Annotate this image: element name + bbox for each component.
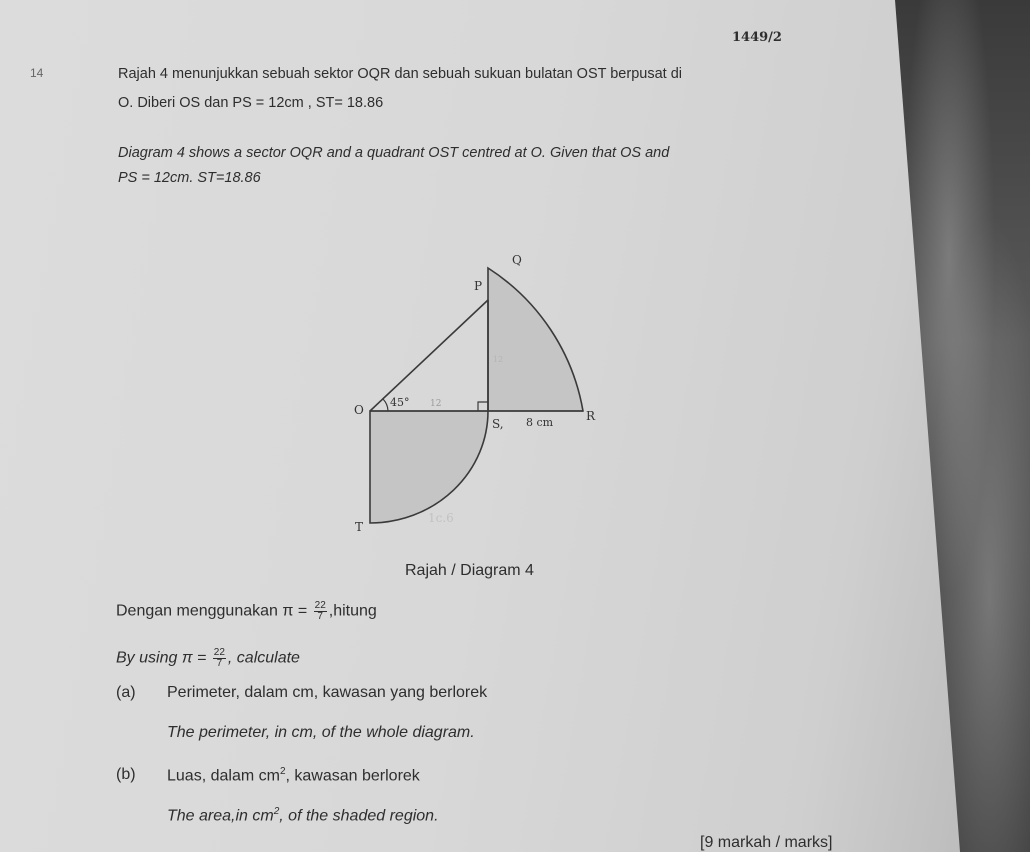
pi-fraction-english xyxy=(213,648,226,669)
faint-mark-1: 12 xyxy=(430,399,442,409)
part-b-english xyxy=(167,806,439,825)
label-r: R xyxy=(586,409,596,423)
label-t: T xyxy=(355,520,364,534)
faint-mark-2: 12 xyxy=(493,355,504,364)
part-b-label: (b) xyxy=(116,766,136,783)
intro-english-line-2: PS = 12cm. ST=18.86 xyxy=(118,170,261,186)
label-q: Q xyxy=(512,253,522,267)
page-code: 1449/2 xyxy=(732,30,782,45)
part-a-english: The perimeter, in cm, of the whole diagram. xyxy=(167,724,475,741)
superscript-2: 2 xyxy=(279,766,286,777)
question-number: 14 xyxy=(30,66,44,80)
label-p: P xyxy=(474,279,483,293)
part-b-malay-post: , kawasan berlorek xyxy=(285,767,420,785)
part-a-malay: Perimeter, dalam cm, kawasan yang berlorek xyxy=(167,684,488,701)
shaded-sector-region xyxy=(488,268,583,411)
using-malay-pre: Dengan menggunakan π = xyxy=(116,602,308,620)
intro-malay-line-1: Rajah 4 menunjukkan sebuah sektor OQR dan sebuah sukuan bulatan OST berpusat di xyxy=(118,66,682,82)
using-english-pre: By using π = xyxy=(116,649,207,667)
part-b-malay-pre: Luas, dalam cm xyxy=(167,767,280,785)
label-o: O xyxy=(354,403,364,417)
using-malay-line xyxy=(116,601,377,622)
diagram-4 xyxy=(330,240,630,540)
part-b-english-pre: The area,in cm xyxy=(167,807,274,825)
label-s: S, xyxy=(492,417,504,431)
angle-arc xyxy=(383,399,388,411)
using-malay-post: ,hitung xyxy=(328,602,377,620)
segment-label: 8 cm xyxy=(526,416,554,429)
using-english-post: , calculate xyxy=(227,649,300,667)
intro-malay-line-2: O. Diberi OS dan PS = 12cm , ST= 18.86 xyxy=(118,95,384,111)
part-a-label: (a) xyxy=(116,684,136,701)
pi-numerator-en: 22 xyxy=(213,647,225,658)
using-english-line xyxy=(116,648,300,669)
marks: [9 markah / marks] xyxy=(700,834,833,851)
pi-numerator: 22 xyxy=(314,600,326,611)
intro-english-line-1: Diagram 4 shows a sector OQR and a quadrant OST centred at O. Given that OS and xyxy=(118,145,670,161)
right-angle-marker xyxy=(478,402,488,411)
diagram-caption: Rajah / Diagram 4 xyxy=(405,562,534,579)
faint-mark-3: 1c.6 xyxy=(428,511,454,525)
part-b-english-post: , of the shaded region. xyxy=(279,807,439,825)
shaded-quadrant xyxy=(370,411,488,523)
pi-denominator-en: 7 xyxy=(216,658,223,669)
angle-label: 45° xyxy=(390,396,410,409)
pi-denominator: 7 xyxy=(317,611,323,622)
part-b-malay xyxy=(167,766,420,785)
line-op xyxy=(370,300,488,411)
superscript-2-en: 2 xyxy=(273,806,280,817)
pi-fraction-malay xyxy=(314,601,327,622)
